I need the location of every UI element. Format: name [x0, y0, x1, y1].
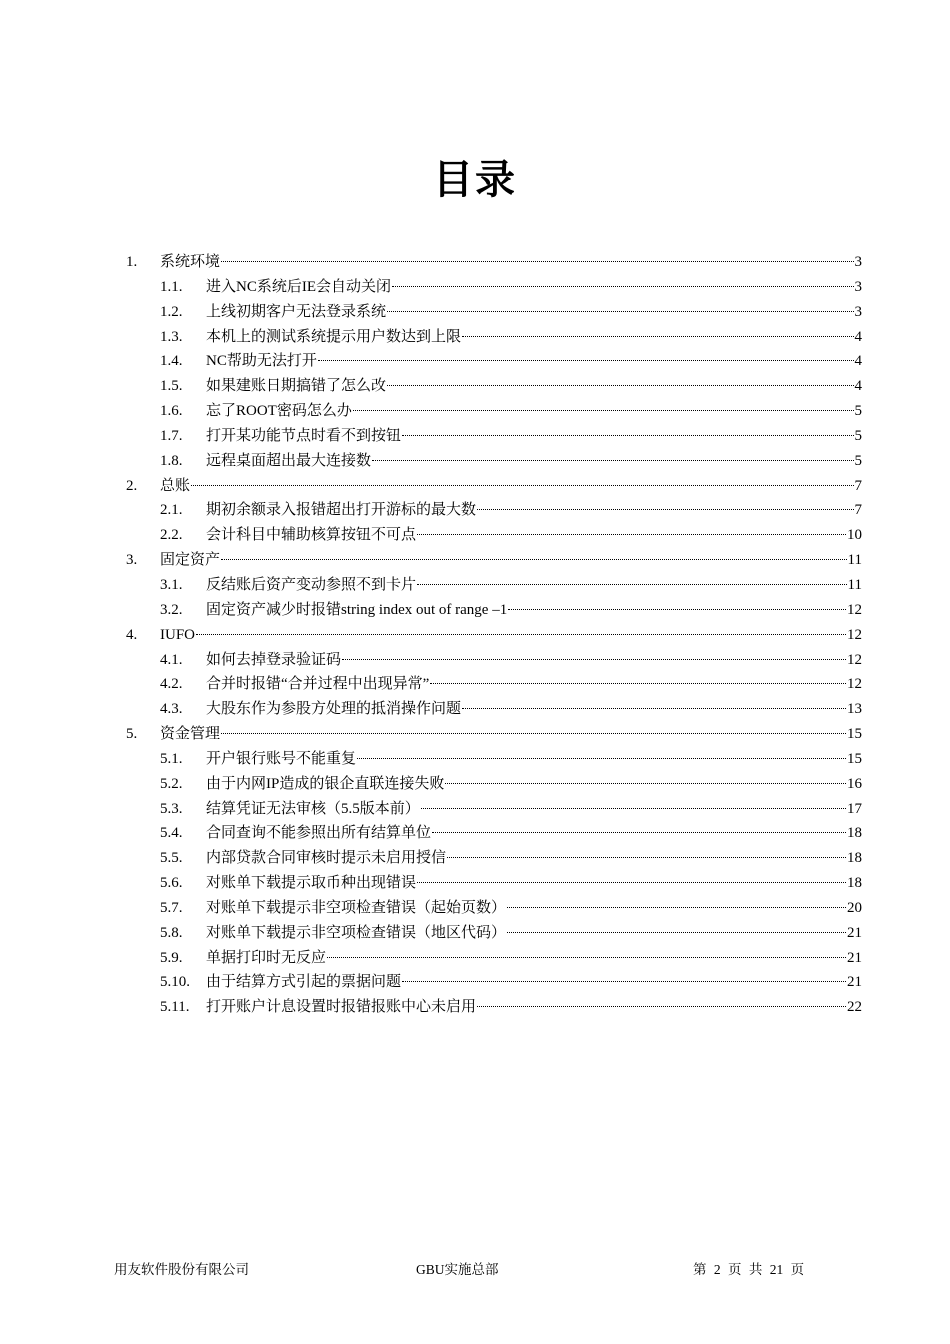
toc-entry[interactable] — [126, 821, 862, 846]
toc-entry-number: 3. — [126, 552, 138, 569]
toc-entry-title: 对账单下载提示非空项检查错误（起始页数） — [206, 899, 507, 916]
toc-entry-page: 7 — [854, 477, 862, 494]
toc-leader-dots — [430, 673, 846, 684]
toc-leader-dots — [417, 574, 847, 585]
toc-entry-title: 总账 — [160, 477, 191, 494]
toc-entry[interactable] — [126, 498, 862, 523]
toc-entry-page: 17 — [847, 800, 862, 817]
toc-entry-number: 1.3. — [160, 328, 183, 345]
toc-entry-page: 5 — [854, 452, 862, 469]
footer-department: GBU实施总部 — [416, 1262, 499, 1277]
toc-entry-number: 5.4. — [160, 825, 183, 842]
toc-leader-dots — [387, 375, 853, 386]
toc-entry[interactable] — [126, 325, 862, 350]
toc-leader-dots — [417, 872, 846, 883]
toc-entry-title: 进入NC系统后IE会自动关闭 — [206, 278, 391, 295]
toc-entry-number: 5.3. — [160, 800, 183, 817]
toc-entry-title: 结算凭证无法审核（5.5版本前） — [206, 800, 420, 817]
toc-entry-title: 合同查询不能参照出所有结算单位 — [206, 825, 432, 842]
toc-entry-page: 12 — [847, 676, 862, 693]
toc-entry-title: 固定资产减少时报错string index out of range –1 — [206, 601, 508, 618]
toc-entry-number: 1.8. — [160, 452, 183, 469]
toc-leader-dots — [402, 425, 853, 436]
toc-entry-page: 11 — [847, 552, 862, 569]
toc-entry-number: 4.2. — [160, 676, 183, 693]
toc-entry-number: 5.5. — [160, 850, 183, 867]
toc-entry-title: NC帮助无法打开 — [206, 353, 317, 370]
toc-entry[interactable] — [126, 921, 862, 946]
toc-entry[interactable] — [126, 797, 862, 822]
toc-entry-title: 对账单下载提示取币种出现错误 — [206, 875, 417, 892]
toc-entry[interactable] — [126, 846, 862, 871]
toc-entry-number: 1.7. — [160, 427, 183, 444]
toc-entry-page: 5 — [854, 427, 862, 444]
toc-entry-number: 1.1. — [160, 278, 183, 295]
toc-entry-title: 资金管理 — [160, 726, 221, 743]
toc-entry-page: 10 — [847, 527, 862, 544]
toc-entry[interactable] — [126, 722, 862, 747]
toc-entry-number: 5.8. — [160, 924, 183, 941]
toc-entry[interactable] — [126, 648, 862, 673]
toc-entry-number: 5.10. — [160, 974, 190, 991]
toc-entry-title: 对账单下载提示非空项检查错误（地区代码） — [206, 924, 507, 941]
toc-leader-dots — [318, 350, 854, 361]
toc-leader-dots — [221, 549, 847, 560]
footer-page-info: 第 2 页 共 21 页 — [693, 1262, 805, 1277]
toc-leader-dots — [432, 822, 846, 833]
toc-entry[interactable] — [126, 374, 862, 399]
toc-entry-number: 4.1. — [160, 651, 183, 668]
toc-entry-page: 18 — [847, 850, 862, 867]
toc-leader-dots — [357, 748, 846, 759]
toc-entry-page: 12 — [847, 651, 862, 668]
toc-entry-title: 大股东作为参股方处理的抵消操作问题 — [206, 701, 462, 718]
toc-entry-title: 开户银行账号不能重复 — [206, 750, 357, 767]
toc-leader-dots — [327, 947, 846, 958]
toc-entry[interactable] — [126, 548, 862, 573]
toc-leader-dots — [387, 301, 853, 312]
toc-entry[interactable] — [126, 250, 862, 275]
toc-entry-page: 21 — [847, 949, 862, 966]
toc-entry-title: 期初余额录入报错超出打开游标的最大数 — [206, 502, 477, 519]
toc-entry-title: 由于内网IP造成的银企直联连接失败 — [206, 775, 445, 792]
toc-entry-title: 反结账后资产变动参照不到卡片 — [206, 576, 417, 593]
toc-entry-number: 1.5. — [160, 378, 183, 395]
toc-entry-title: 会计科目中辅助核算按钮不可点 — [206, 527, 417, 544]
toc-entry[interactable] — [126, 970, 862, 995]
toc-entry-number: 4.3. — [160, 701, 183, 718]
toc-entry-page: 3 — [854, 278, 862, 295]
toc-entry-page: 4 — [854, 378, 862, 395]
toc-entry-page: 5 — [854, 403, 862, 420]
toc-leader-dots — [353, 400, 854, 411]
toc-leader-dots — [462, 326, 853, 337]
toc-entry[interactable] — [126, 474, 862, 499]
table-of-contents — [126, 250, 862, 1020]
toc-leader-dots — [402, 971, 846, 982]
toc-entry-title: 合并时报错“合并过程中出现异常” — [206, 676, 430, 693]
toc-entry-number: 5.9. — [160, 949, 183, 966]
toc-entry-page: 15 — [847, 750, 862, 767]
toc-entry[interactable] — [126, 399, 862, 424]
toc-entry-title: IUFO — [160, 626, 196, 643]
toc-leader-dots — [507, 922, 846, 933]
toc-entry-number: 2.2. — [160, 527, 183, 544]
toc-leader-dots — [372, 450, 853, 461]
toc-leader-dots — [221, 251, 853, 262]
toc-entry-title: 忘了ROOT密码怎么办 — [206, 403, 352, 420]
toc-entry-number: 5.11. — [160, 999, 190, 1016]
toc-entry[interactable] — [126, 697, 862, 722]
toc-entry-number: 5.6. — [160, 875, 183, 892]
toc-entry-page: 12 — [847, 601, 862, 618]
toc-leader-dots — [445, 773, 846, 784]
toc-entry-number: 2.1. — [160, 502, 183, 519]
toc-leader-dots — [508, 599, 846, 610]
toc-entry-title: 打开某功能节点时看不到按钮 — [206, 427, 402, 444]
toc-entry-number: 1.4. — [160, 353, 183, 370]
toc-entry-title: 系统环境 — [160, 254, 221, 270]
toc-entry[interactable] — [126, 523, 862, 548]
toc-entry-number: 1. — [126, 254, 138, 270]
toc-leader-dots — [221, 723, 846, 734]
toc-entry-number: 3.2. — [160, 601, 183, 618]
toc-entry-page: 20 — [847, 899, 862, 916]
toc-entry[interactable] — [126, 672, 862, 697]
toc-entry-title: 打开账户计息设置时报错报账中心未启用 — [206, 999, 477, 1016]
toc-entry[interactable] — [126, 573, 862, 598]
toc-entry-page: 13 — [847, 701, 862, 718]
toc-leader-dots — [392, 276, 854, 287]
toc-leader-dots — [417, 524, 846, 535]
toc-entry-page: 16 — [847, 775, 862, 792]
toc-entry-page: 18 — [847, 875, 862, 892]
toc-leader-dots — [462, 698, 846, 709]
toc-entry[interactable] — [126, 424, 862, 449]
toc-entry-page: 21 — [847, 924, 862, 941]
toc-entry-title: 如果建账日期搞错了怎么改 — [206, 378, 387, 395]
toc-entry[interactable] — [126, 623, 862, 648]
toc-leader-dots — [191, 475, 853, 486]
toc-entry-page: 4 — [854, 328, 862, 345]
toc-entry[interactable] — [126, 772, 862, 797]
toc-entry-title: 远程桌面超出最大连接数 — [206, 452, 372, 469]
toc-entry-title: 上线初期客户无法登录系统 — [206, 303, 387, 320]
toc-entry-number: 5.7. — [160, 899, 183, 916]
footer-company: 用友软件股份有限公司 — [114, 1262, 249, 1277]
toc-entry[interactable] — [126, 598, 862, 623]
toc-entry-title: 由于结算方式引起的票据问题 — [206, 974, 402, 991]
toc-entry-page: 21 — [847, 974, 862, 991]
toc-entry[interactable] — [126, 275, 862, 300]
toc-entry-number: 2. — [126, 477, 138, 494]
toc-entry[interactable] — [126, 946, 862, 971]
toc-entry-title: 固定资产 — [160, 552, 221, 569]
toc-leader-dots — [342, 649, 846, 660]
toc-entry-number: 3.1. — [160, 576, 183, 593]
toc-entry-page: 3 — [854, 303, 862, 320]
toc-entry[interactable] — [126, 871, 862, 896]
toc-entry[interactable] — [126, 449, 862, 474]
toc-entry-page: 22 — [847, 999, 862, 1016]
toc-entry-page: 7 — [854, 502, 862, 519]
toc-entry[interactable] — [126, 349, 862, 374]
toc-leader-dots — [196, 624, 846, 635]
toc-entry-title: 内部贷款合同审核时提示未启用授信 — [206, 850, 447, 867]
toc-entry-number: 5.1. — [160, 750, 183, 767]
toc-entry-page: 11 — [847, 576, 862, 593]
toc-entry-page: 4 — [854, 353, 862, 370]
toc-entry-page: 3 — [854, 254, 862, 270]
toc-entry[interactable] — [126, 896, 862, 921]
toc-leader-dots — [421, 798, 846, 809]
toc-entry-page: 18 — [847, 825, 862, 842]
toc-entry-number: 5.2. — [160, 775, 183, 792]
page-title: 目录 — [433, 157, 517, 203]
toc-entry-page: 12 — [847, 626, 862, 643]
toc-entry[interactable] — [126, 747, 862, 772]
toc-leader-dots — [447, 847, 846, 858]
toc-entry-page: 15 — [847, 726, 862, 743]
toc-entry-number: 5. — [126, 726, 138, 743]
toc-entry-number: 1.2. — [160, 303, 183, 320]
toc-entry-title: 如何去掉登录验证码 — [206, 651, 342, 668]
toc-entry-number: 1.6. — [160, 403, 183, 420]
toc-leader-dots — [507, 897, 846, 908]
toc-entry-title: 本机上的测试系统提示用户数达到上限 — [206, 328, 462, 345]
toc-entry[interactable] — [126, 300, 862, 325]
toc-entry-number: 4. — [126, 626, 138, 643]
toc-leader-dots — [477, 996, 846, 1007]
toc-leader-dots — [477, 499, 853, 510]
toc-entry[interactable] — [126, 995, 862, 1020]
toc-entry-title: 单据打印时无反应 — [206, 949, 327, 966]
